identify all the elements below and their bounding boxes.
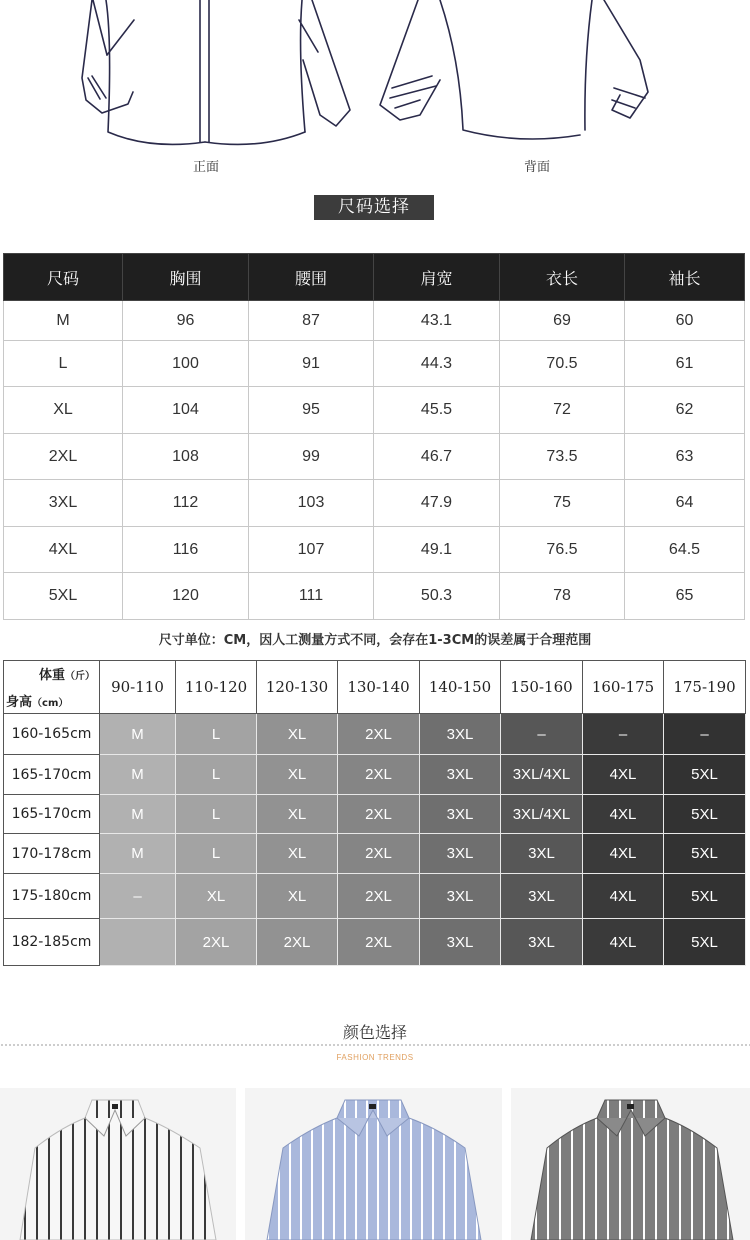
size-label-cell: L	[4, 341, 123, 387]
recommended-size-cell: 5XL	[664, 874, 746, 919]
measurement-cell: 73.5	[500, 434, 625, 480]
recommended-size-cell: 3XL	[501, 874, 583, 919]
measurement-cell: 78	[500, 573, 625, 620]
recommended-size-cell: –	[583, 714, 664, 755]
shirt-diagram	[0, 0, 750, 190]
recommended-size-cell: 3XL	[420, 919, 501, 966]
measurement-cell: 65	[625, 573, 745, 620]
back-view-label: 背面	[524, 160, 551, 175]
recommended-size-cell: –	[664, 714, 746, 755]
recommended-size-cell: M	[100, 834, 176, 874]
weight-range-header: 130-140	[338, 661, 420, 714]
measurement-cell: 112	[123, 480, 249, 527]
recommended-size-cell: 3XL	[420, 874, 501, 919]
recommended-size-cell: XL	[257, 795, 338, 834]
recommended-size-cell: 3XL	[420, 795, 501, 834]
size-label-cell: 3XL	[4, 480, 123, 527]
measurement-cell: 95	[249, 387, 374, 434]
measurement-cell: 62	[625, 387, 745, 434]
measurement-cell: 120	[123, 573, 249, 620]
height-row	[4, 795, 746, 834]
recommended-size-cell: 4XL	[583, 919, 664, 966]
height-row	[4, 834, 746, 874]
gray-striped-shirt-image	[511, 1088, 750, 1240]
recommended-size-cell: 2XL	[338, 919, 420, 966]
size-section-title: 尺码选择	[314, 195, 434, 220]
measurement-cell: 96	[123, 301, 249, 341]
size-label-cell: XL	[4, 387, 123, 434]
size-row	[4, 480, 745, 527]
weight-range-header: 120-130	[257, 661, 338, 714]
height-range-label: 165-170cm	[4, 755, 100, 795]
recommended-size-cell: 5XL	[664, 834, 746, 874]
recommended-size-cell: 2XL	[338, 795, 420, 834]
recommended-size-cell: 4XL	[583, 795, 664, 834]
recommended-size-cell: M	[100, 714, 176, 755]
recommended-size-cell: L	[176, 834, 257, 874]
measurement-cell: 99	[249, 434, 374, 480]
recommended-size-cell: XL	[257, 755, 338, 795]
size-note: 尺寸单位：CM，因人工测量方式不同，会存在1-3CM的误差属于合理范围	[158, 633, 592, 648]
recommended-size-cell: 3XL	[420, 714, 501, 755]
measurement-cell: 46.7	[374, 434, 500, 480]
measurement-cell: 50.3	[374, 573, 500, 620]
height-row	[4, 755, 746, 795]
measurement-cell: 107	[249, 527, 374, 573]
measurement-cell: 64.5	[625, 527, 745, 573]
measurement-cell: 61	[625, 341, 745, 387]
weight-range-header: 150-160	[501, 661, 583, 714]
header-sleeve: 袖长	[625, 254, 745, 301]
height-range-label: 170-178cm	[4, 834, 100, 874]
color-section-title: 颜色选择	[342, 1023, 407, 1042]
color-swatch-white[interactable]	[0, 1088, 236, 1240]
recommended-size-cell: 4XL	[583, 755, 664, 795]
recommended-size-cell: 2XL	[257, 919, 338, 966]
measurement-cell: 75	[500, 480, 625, 527]
header-size: 尺码	[4, 254, 123, 301]
header-shoulder: 肩宽	[374, 254, 500, 301]
recommended-size-cell: L	[176, 755, 257, 795]
recommended-size-cell: 3XL	[501, 919, 583, 966]
header-length: 衣长	[500, 254, 625, 301]
height-row	[4, 714, 746, 755]
recommended-size-cell	[100, 919, 176, 966]
height-range-label: 182-185cm	[4, 919, 100, 966]
measurement-cell: 69	[500, 301, 625, 341]
recommended-size-cell: M	[100, 755, 176, 795]
measurement-cell: 76.5	[500, 527, 625, 573]
header-waist: 腰围	[249, 254, 374, 301]
size-row	[4, 387, 745, 434]
height-row	[4, 919, 746, 966]
measurement-cell: 91	[249, 341, 374, 387]
height-range-label: 175-180cm	[4, 874, 100, 919]
recommended-size-cell: 5XL	[664, 795, 746, 834]
recommended-size-cell: XL	[257, 714, 338, 755]
color-swatch-blue[interactable]	[245, 1088, 502, 1240]
recommended-size-cell: M	[100, 795, 176, 834]
weight-header-row	[4, 661, 746, 714]
recommended-size-cell: 2XL	[338, 714, 420, 755]
measurement-cell: 47.9	[374, 480, 500, 527]
back-shirt-drawing	[380, 0, 648, 139]
recommended-size-cell: 3XL	[501, 834, 583, 874]
dotted-divider	[0, 1043, 750, 1048]
size-label-cell: M	[4, 301, 123, 341]
measurement-cell: 63	[625, 434, 745, 480]
recommended-size-cell: 2XL	[176, 919, 257, 966]
size-label-cell: 2XL	[4, 434, 123, 480]
color-section-subtitle: FASHION TRENDS	[336, 1053, 414, 1062]
recommended-size-cell: 4XL	[583, 834, 664, 874]
size-label-cell: 4XL	[4, 527, 123, 573]
recommended-size-cell: 2XL	[338, 755, 420, 795]
weight-range-header: 110-120	[176, 661, 257, 714]
white-striped-shirt-image	[0, 1088, 236, 1240]
measurement-cell: 108	[123, 434, 249, 480]
measurement-cell: 103	[249, 480, 374, 527]
weight-range-header: 90-110	[100, 661, 176, 714]
height-axis-label: 身高（cm）	[6, 695, 69, 710]
measurement-cell: 45.5	[374, 387, 500, 434]
recommended-size-cell: XL	[176, 874, 257, 919]
measurement-cell: 49.1	[374, 527, 500, 573]
measurement-cell: 70.5	[500, 341, 625, 387]
measurement-cell: 43.1	[374, 301, 500, 341]
measurement-cell: 116	[123, 527, 249, 573]
measurement-cell: 72	[500, 387, 625, 434]
size-row	[4, 527, 745, 573]
measurement-cell: 44.3	[374, 341, 500, 387]
size-row	[4, 573, 745, 620]
size-chart-header-row	[4, 254, 745, 301]
front-view-label: 正面	[193, 160, 220, 175]
header-chest: 胸围	[123, 254, 249, 301]
height-range-label: 165-170cm	[4, 795, 100, 834]
size-row	[4, 341, 745, 387]
weight-axis-label: 体重（斤）	[38, 668, 95, 683]
recommended-size-cell: 3XL/4XL	[501, 795, 583, 834]
front-shirt-drawing	[82, 0, 350, 144]
recommended-size-cell: L	[176, 714, 257, 755]
recommended-size-cell: –	[100, 874, 176, 919]
color-swatch-gray[interactable]	[511, 1088, 750, 1240]
size-chart-table	[3, 253, 745, 620]
recommended-size-cell: 2XL	[338, 874, 420, 919]
measurement-cell: 104	[123, 387, 249, 434]
recommended-size-cell: L	[176, 795, 257, 834]
recommended-size-cell: 5XL	[664, 755, 746, 795]
measurement-cell: 87	[249, 301, 374, 341]
measurement-cell: 64	[625, 480, 745, 527]
size-row	[4, 301, 745, 341]
height-range-label: 160-165cm	[4, 714, 100, 755]
blue-striped-shirt-image	[245, 1088, 502, 1240]
recommended-size-cell: 3XL	[420, 755, 501, 795]
recommended-size-cell: XL	[257, 834, 338, 874]
weight-range-header: 175-190	[664, 661, 746, 714]
height-row	[4, 874, 746, 919]
measurement-cell: 60	[625, 301, 745, 341]
measurement-cell: 100	[123, 341, 249, 387]
size-row	[4, 434, 745, 480]
recommended-size-cell: 3XL	[420, 834, 501, 874]
weight-range-header: 160-175	[583, 661, 664, 714]
measurement-cell: 111	[249, 573, 374, 620]
size-label-cell: 5XL	[4, 573, 123, 620]
recommended-size-cell: –	[501, 714, 583, 755]
weight-range-header: 140-150	[420, 661, 501, 714]
recommended-size-cell: 3XL/4XL	[501, 755, 583, 795]
size-recommendation-table	[3, 660, 746, 966]
recommended-size-cell: 5XL	[664, 919, 746, 966]
recommended-size-cell: 2XL	[338, 834, 420, 874]
corner-cell	[4, 661, 100, 714]
recommended-size-cell: 4XL	[583, 874, 664, 919]
recommended-size-cell: XL	[257, 874, 338, 919]
